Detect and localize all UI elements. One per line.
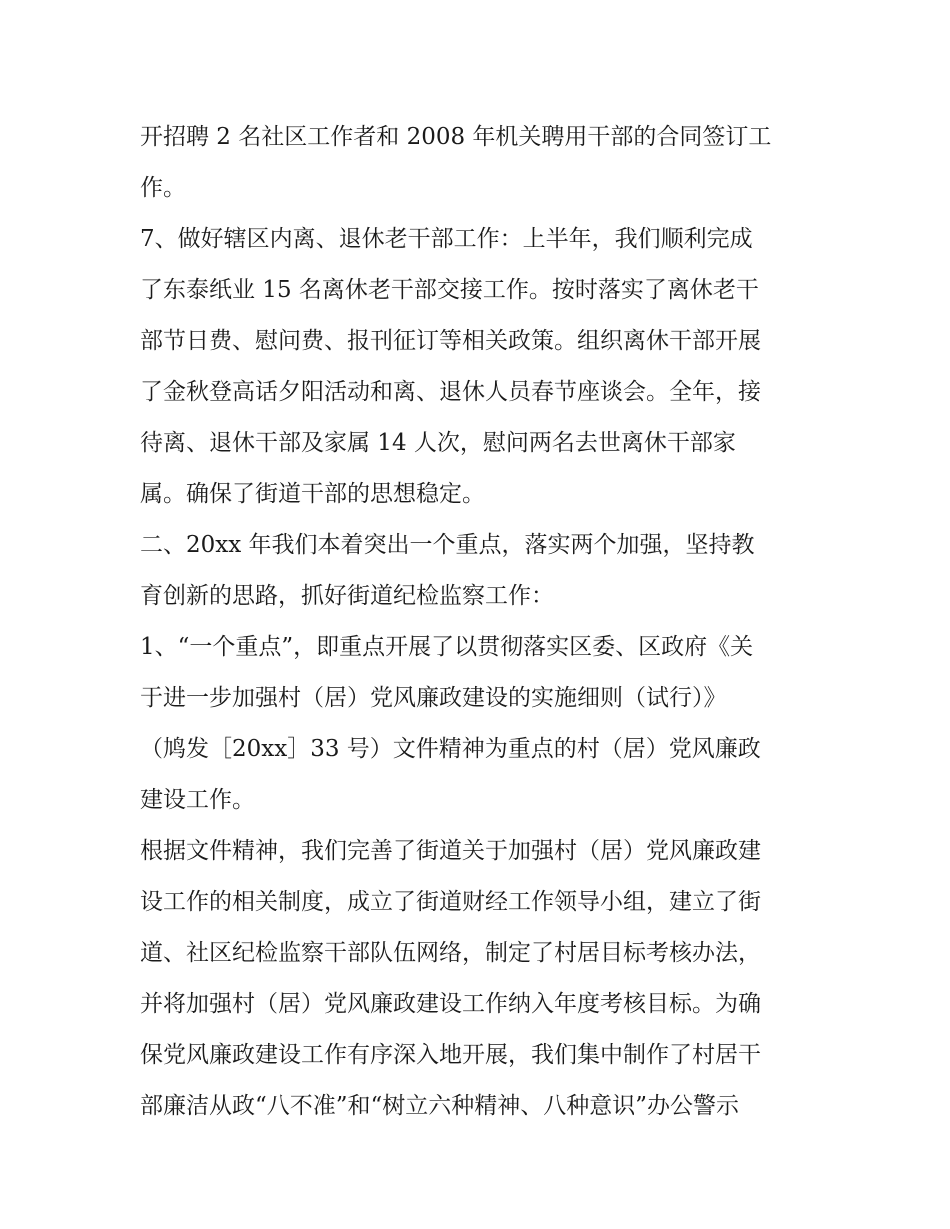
text-line: 道、社区纪检监察干部队伍网络，制定了村居目标考核办法， (140, 940, 761, 966)
text-line: 设工作的相关制度，成立了街道财经工作领导小组，建立了街 (140, 889, 761, 915)
text-line: 7、做好辖区内离、退休老干部工作：上半年，我们顺利完成 (140, 226, 753, 252)
text-line: 属。确保了街道干部的思想稳定。 (140, 481, 485, 507)
text-line: 保党风廉政建设工作有序深入地开展，我们集中制作了村居干 (140, 1042, 761, 1068)
text-line: 二、20xx 年我们本着突出一个重点，落实两个加强，坚持教 (140, 532, 755, 558)
text-line: 作。 (140, 175, 186, 201)
text-line: 部节日费、慰问费、报刊征订等相关政策。组织离休干部开展 (140, 328, 761, 354)
text-line: 1、“一个重点”，即重点开展了以贯彻落实区委、区政府《关 (140, 634, 754, 660)
text-line: 部廉洁从政“八不准”和“树立六种精神、八种意识”办公警示 (140, 1093, 740, 1119)
text-line: 了金秋登高话夕阳活动和离、退休人员春节座谈会。全年，接 (140, 379, 761, 405)
text-line: 根据文件精神，我们完善了街道关于加强村（居）党风廉政建 (140, 838, 761, 864)
text-line: 了东泰纸业 15 名离休老干部交接工作。按时落实了离休老干 (140, 277, 759, 303)
document-body (140, 112, 820, 1132)
text-line: 于进一步加强村（居）党风廉政建设的实施细则（试行）》 (140, 685, 727, 711)
text-line: 建设工作。 (140, 787, 255, 813)
text-line: 并将加强村（居）党风廉政建设工作纳入年度考核目标。为确 (140, 991, 761, 1017)
text-line: 待离、退休干部及家属 14 人次，慰问两名去世离休干部家 (140, 430, 736, 456)
text-line: （鸠发［20xx］33 号）文件精神为重点的村（居）党风廉政 (140, 736, 761, 762)
text-line: 育创新的思路，抓好街道纪检监察工作： (140, 583, 554, 609)
text-line: 开招聘 2 名社区工作者和 2008 年机关聘用干部的合同签订工 (140, 124, 772, 150)
